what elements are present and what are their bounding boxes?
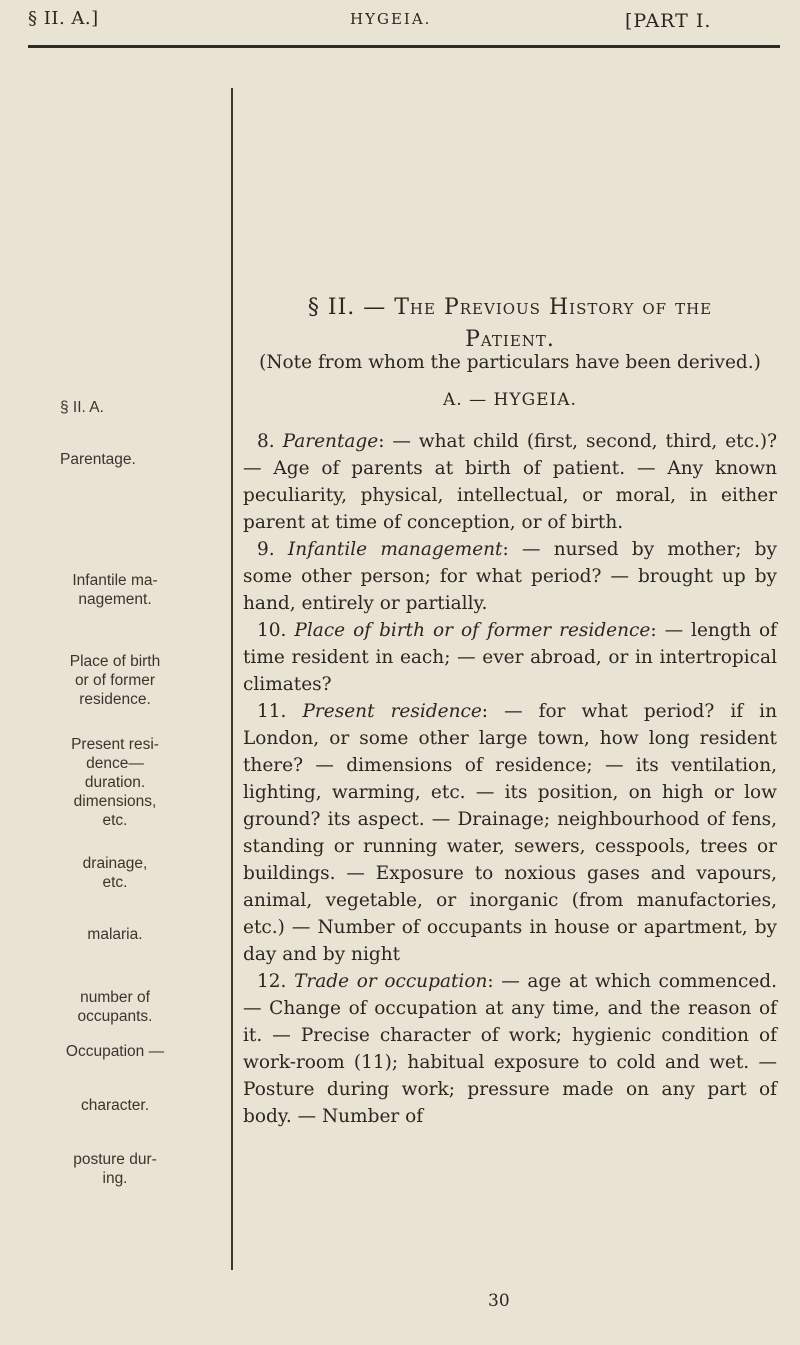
header-rule xyxy=(28,45,780,48)
paragraph-8: 8. Parentage: — what child (first, second, third, etc.)? — Age of parents at birth of patient. — Any known peculiarity, physical, intellectual, or moral, in either parent at time of conception, or of birth. xyxy=(243,431,777,533)
section-note: (Note from whom the particulars have been derived.) xyxy=(259,352,761,373)
margin-divider xyxy=(231,88,233,1270)
header-part: [PART I. xyxy=(625,10,712,32)
paragraph-9: 9. Infantile management: — nursed by mother; by some other person; for what period? — brought up by hand, entirely or partially. xyxy=(243,539,777,614)
margin-note-infantile: Infantile ma- nagement. xyxy=(72,572,158,608)
paragraph-8-title: Parentage xyxy=(282,431,379,452)
paragraph-12: 12. Trade or occupation: — age at which commenced. — Change of occupation at any time, and the reason of it. — Precise character of work; hygienic condition of work-room (11); habitual exposure to cold and wet. — Posture during work; pressure made on any part of body. — Number of xyxy=(243,971,777,1127)
margin-note-drainage: drainage, etc. xyxy=(82,855,148,891)
margin-note-present-residence: Present resi- dence— duration. dimensions, etc. xyxy=(71,736,159,829)
paragraph-10: 10. Place of birth or of former residence: — length of time resident in each; — ever abroad, or in intertropical climates? xyxy=(243,620,777,695)
paragraph-9-title: Infantile management xyxy=(287,539,503,560)
margin-note-character: character. xyxy=(80,1097,150,1114)
paragraph-11: 11. Present residence: — for what period? if in London, or some other large town, how long resident there? — dimensions of residence; — its ventilation, lighting, warming, etc. — its position, on high or low ground? its aspect. — Drainage; neighbourhood of fens, standing or running water, sewers, cesspools, trees or buildings. — Exposure to noxious gases and vapours, animal, vegetable, or inorganic (from manufactories, etc.) — Number of occupants in house or apartment, by day and by night xyxy=(243,701,777,965)
section-subheading: A. — HYGEIA. xyxy=(443,390,577,410)
paragraph-12-title: Trade or occupation xyxy=(294,971,488,992)
paragraph-11-title: Present residence xyxy=(302,701,482,722)
margin-note-parentage: Parentage. xyxy=(60,451,136,468)
body-text xyxy=(243,428,777,1130)
page-number: 30 xyxy=(488,1291,510,1311)
margin-note-malaria: malaria. xyxy=(87,926,143,943)
margin-note-posture: posture dur- ing. xyxy=(73,1151,157,1187)
margin-note-occupation: Occupation — xyxy=(65,1043,165,1060)
margin-note-occupants: number of occupants. xyxy=(77,989,153,1025)
header-running-title: HYGEIA. xyxy=(350,10,432,28)
margin-note-section: § II. A. xyxy=(60,399,104,416)
paragraph-10-title: Place of birth or of former residence xyxy=(294,620,651,641)
margin-note-place-of-birth: Place of birth or of former residence. xyxy=(69,653,161,708)
header-section-mark: § II. A.] xyxy=(28,8,99,29)
section-title: § II. — The Previous History of the Patient. xyxy=(307,295,713,352)
